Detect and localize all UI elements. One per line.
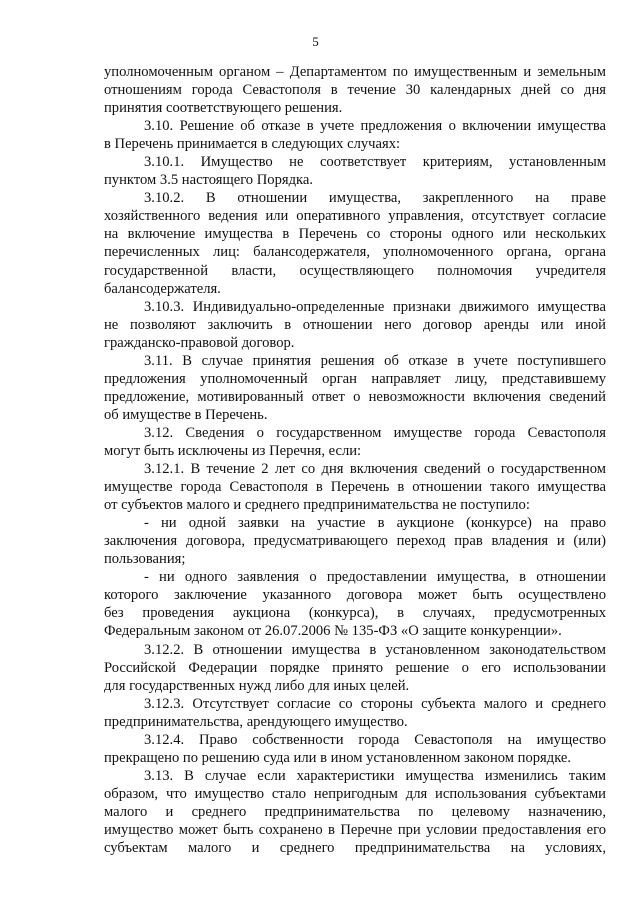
paragraph-line: 3.12. Сведения о государственном имуществе города Севастополя: [144, 424, 606, 441]
paragraph-line: заключения договора, предусматривающего переход прав владения и (или): [104, 533, 606, 550]
paragraph-line: прекращено по решению суда или в ином установленном законом порядке.: [104, 749, 572, 766]
paragraph-line: гражданско-правовой договор.: [104, 334, 295, 351]
paragraph-line: государственной власти, осуществляющего полномочия учредителя: [104, 262, 606, 279]
paragraph-line: малого и среднего предпринимательства по целевому назначению,: [104, 803, 606, 820]
document-body: [104, 63, 606, 857]
paragraph-line: уполномоченным органом – Департаментом по имущественным и земельным: [104, 64, 606, 80]
paragraph-line: 3.12.2. В отношении имущества в установленном законодательством: [144, 641, 606, 658]
paragraph-line: от субъектов малого и среднего предпринимательства не поступило:: [104, 497, 530, 514]
paragraph-line: 3.10.3. Индивидуально-определенные признаки движимого имущества: [144, 298, 606, 315]
paragraph-line: субъектам малого и среднего предпринимательства на условиях,: [104, 840, 606, 857]
paragraph-line: не позволяют заключить в отношении него договор аренды или иной: [104, 316, 606, 333]
paragraph-line: на включение имущества в Перечень со стороны одного или нескольких: [104, 226, 606, 243]
paragraph-line: - ни одной заявки на участие в аукционе (конкурсе) на право: [144, 515, 606, 532]
paragraph-line: 3.12.4. Право собственности города Севастополя на имущество: [144, 731, 606, 748]
paragraph-line: об имуществе в Перечень.: [104, 406, 268, 423]
paragraph-line: 3.11. В случае принятия решения об отказе в учете поступившего: [144, 352, 606, 369]
paragraph-line: могут быть исключены из Перечня, если:: [104, 442, 362, 459]
paragraph-line: балансодержателя.: [104, 280, 221, 297]
paragraph-line: 3.10. Решение об отказе в учете предложения о включении имущества: [144, 118, 606, 135]
paragraph-line: которого заключение указанного договора может быть осуществлено: [104, 587, 606, 604]
paragraph-line: 3.13. В случае если характеристики имущества изменились таким: [144, 767, 606, 784]
paragraph-line: перечисленных лиц: балансодержателя, уполномоченного органа, органа: [104, 244, 606, 261]
paragraph-line: пользования;: [104, 551, 186, 568]
paragraph-line: имуществе города Севастополя в Перечень в отношении такого имущества: [104, 479, 606, 496]
page-number: 5: [312, 34, 319, 49]
paragraph-line: 3.10.1. Имущество не соответствует критериям, установленным: [144, 154, 606, 171]
paragraph-line: имущество может быть сохранено в Перечне при условии предоставления его: [104, 821, 606, 838]
paragraph-line: Российской Федерации порядке принято решение о его использовании: [104, 659, 606, 676]
paragraph-line: 3.12.1. В течение 2 лет со дня включения сведений о государственном: [144, 461, 606, 478]
paragraph-line: предложение, мотивированный ответ о невозможности включения сведений: [104, 388, 606, 405]
paragraph-line: Федеральным законом от 26.07.2006 № 135-ФЗ «О защите конкуренции».: [104, 623, 562, 640]
paragraph-line: отношениям города Севастополя в течение 30 календарных дней со дня: [104, 82, 606, 99]
paragraph-line: предпринимательства, арендующего имущество.: [104, 713, 408, 730]
paragraph-line: хозяйственного ведения или оперативного управления, отсутствует согласие: [104, 208, 606, 225]
paragraph-line: 3.10.2. В отношении имущества, закрепленного на праве: [144, 190, 606, 207]
paragraph-line: без проведения аукциона (конкурса), в случаях, предусмотренных: [104, 605, 606, 622]
paragraph-line: принятия соответствующего решения.: [104, 100, 343, 117]
paragraph-line: 3.12.3. Отсутствует согласие со стороны субъекта малого и среднего: [144, 695, 606, 712]
paragraph-line: для государственных нужд либо для иных целей.: [104, 677, 410, 694]
paragraph-line: в Перечень принимается в следующих случаях:: [104, 136, 401, 153]
paragraph-line: пунктом 3.5 настоящего Порядка.: [104, 172, 314, 189]
paragraph-line: образом, что имущество стало непригодным для использования субъектами: [104, 785, 606, 802]
paragraph-line: - ни одного заявления о предоставлении имущества, в отношении: [144, 569, 606, 586]
paragraph-line: предложения уполномоченный орган направляет лицу, представившему: [104, 370, 606, 387]
